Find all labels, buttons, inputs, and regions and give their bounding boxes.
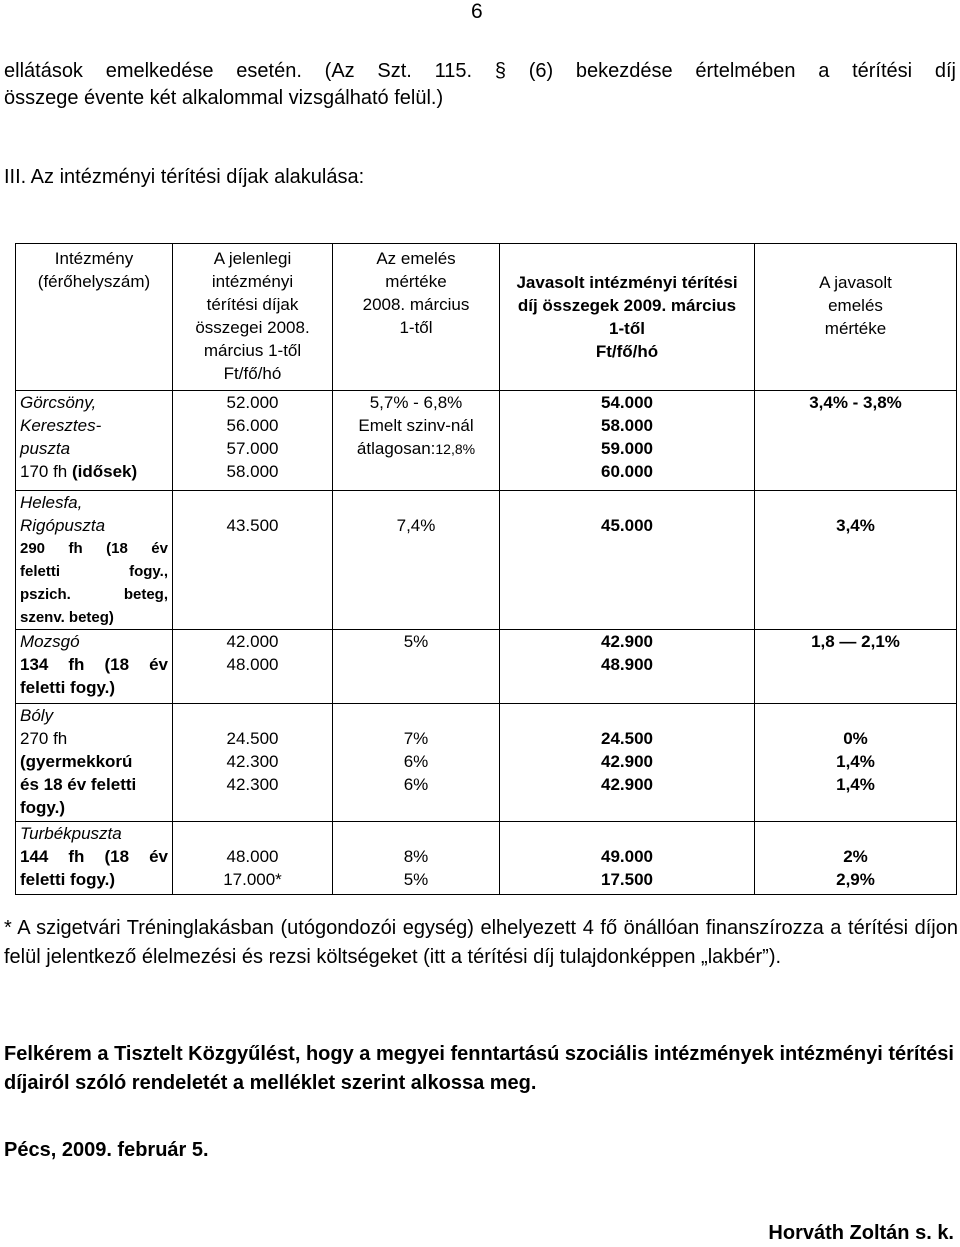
proposed-rate-cell: 3,4% - 3,8% — [755, 391, 957, 491]
proposed-rate-cell: 3,4% — [755, 491, 957, 630]
header-increase-2008: Az emelés mértéke 2008. március 1-től — [333, 244, 500, 391]
proposed-rate-cell: 0% 1,4% 1,4% — [755, 704, 957, 822]
increase-cell: 5% — [333, 630, 500, 704]
current-fee-cell: 48.000 17.000* — [173, 822, 333, 895]
place-date: Pécs, 2009. február 5. — [4, 1139, 209, 1161]
intro-paragraph — [4, 58, 956, 112]
increase-cell: 7,4% — [333, 491, 500, 630]
header-proposed-rate: A javasolt emelés mértéke — [755, 244, 957, 391]
current-fee-cell: 52.000 56.000 57.000 58.000 — [173, 391, 333, 491]
table-row — [16, 491, 957, 630]
increase-cell: 5,7% - 6,8% Emelt szinv-nál átlagosan:12,8% — [333, 391, 500, 491]
footnote: * A szigetvári Tréninglakásban (utógondozói egység) elhelyezett 4 fő önállóan finanszírozza a térítési díjon felül jelentkező élelmezési és rezsi költségeket (itt a térítési díj tulajdonképpen „lakbér”). — [4, 917, 958, 968]
header-proposed-fee: Javasolt intézményi térítési díj összegek 2009. március 1-től Ft/fő/hó — [500, 244, 755, 391]
header-institution: Intézmény (férőhelyszám) — [16, 244, 173, 391]
increase-cell: 8% 5% — [333, 822, 500, 895]
proposed-fee-cell: 49.000 17.500 — [500, 822, 755, 895]
current-fee-cell: 43.500 — [173, 491, 333, 630]
signature: Horváth Zoltán s. k. — [768, 1222, 954, 1244]
institution-cell: Helesfa, Rigópuszta 290 fh (18 év feletti fogy., pszich. beteg, szenv. beteg) — [16, 491, 173, 630]
proposed-fee-cell: 42.900 48.900 — [500, 630, 755, 704]
intro-line: összege évente két alkalommal vizsgálható felül.) — [4, 87, 444, 109]
institution-cell: Bóly 270 fh (gyermekkorú és 18 év feletti fogy.) — [16, 704, 173, 822]
table-row — [16, 704, 957, 822]
fee-table — [15, 243, 957, 895]
page-number: 6 — [471, 0, 483, 23]
increase-cell: 7% 6% 6% — [333, 704, 500, 822]
institution-cell: Turbékpuszta 144 fh (18 év feletti fogy.) — [16, 822, 173, 895]
current-fee-cell: 42.000 48.000 — [173, 630, 333, 704]
section-heading: III. Az intézményi térítési díjak alakulása: — [4, 166, 365, 188]
intro-line: ellátások emelkedése esetén. (Az Szt. 115. § (6) bekezdése értelmében a térítési díj — [4, 60, 956, 82]
table-header-row — [16, 244, 957, 391]
table-row — [16, 630, 957, 704]
table-row — [16, 822, 957, 895]
institution-cell: Mozsgó 134 fh (18 év feletti fogy.) — [16, 630, 173, 704]
institution-cell: Görcsöny, Keresztes- puszta 170 fh (idősek) — [16, 391, 173, 491]
request-paragraph: Felkérem a Tisztelt Közgyűlést, hogy a megyei fenntartású szociális intézmények intézményi térítési díjairól szóló rendeletét a melléklet szerint alkossa meg. — [4, 1043, 954, 1094]
proposed-fee-cell: 24.500 42.900 42.900 — [500, 704, 755, 822]
proposed-fee-cell: 54.000 58.000 59.000 60.000 — [500, 391, 755, 491]
proposed-fee-cell: 45.000 — [500, 491, 755, 630]
table-row — [16, 391, 957, 491]
proposed-rate-cell: 2% 2,9% — [755, 822, 957, 895]
proposed-rate-cell: 1,8 — 2,1% — [755, 630, 957, 704]
header-current-fee: A jelenlegi intézményi térítési díjak összegei 2008. március 1-től Ft/fő/hó — [173, 244, 333, 391]
current-fee-cell: 24.500 42.300 42.300 — [173, 704, 333, 822]
